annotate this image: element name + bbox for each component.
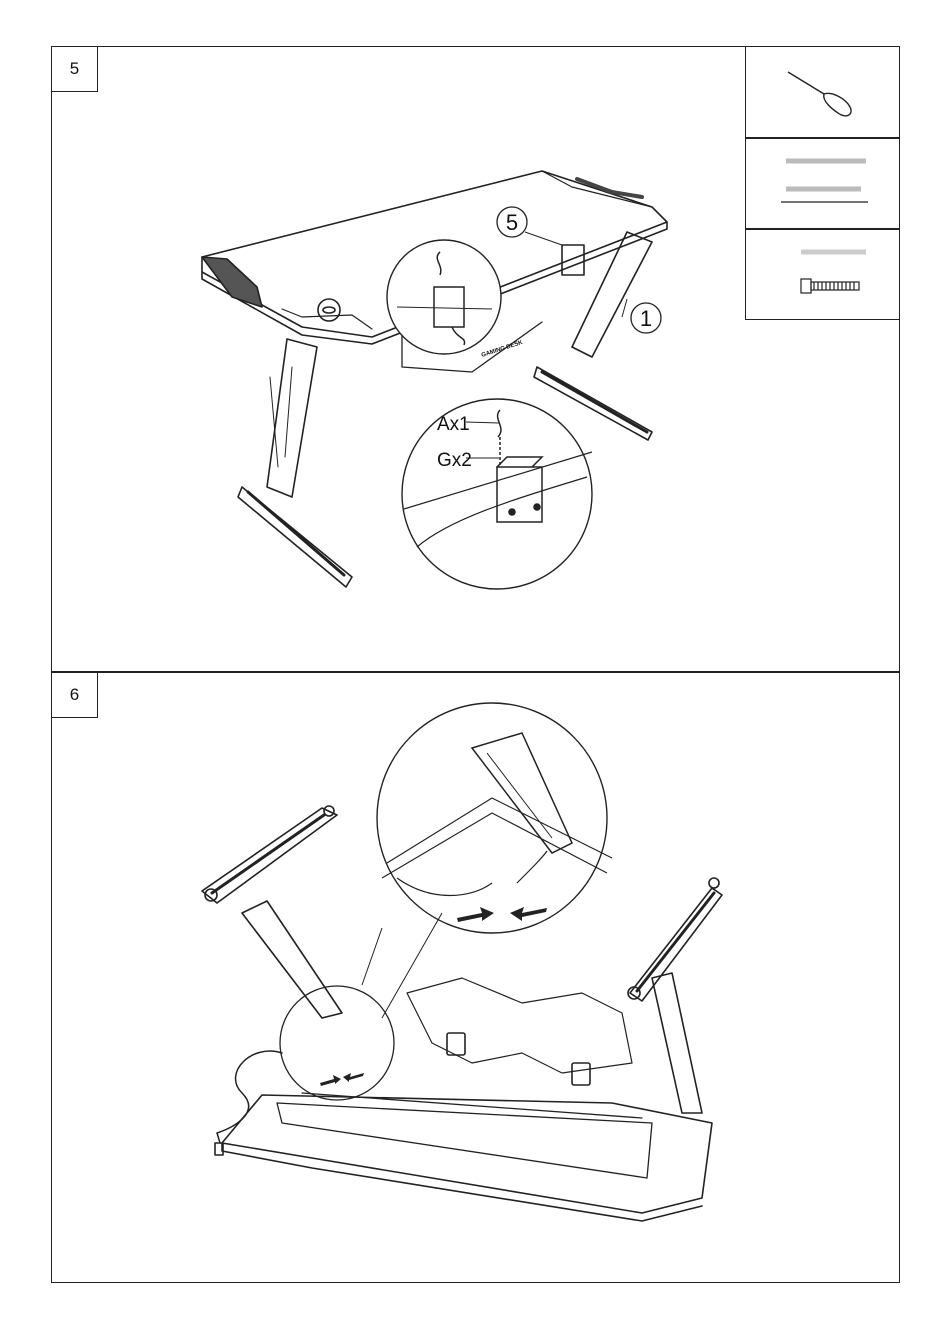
desk-print: GAMING DESK (480, 339, 524, 359)
bracket-right (562, 245, 584, 275)
cable-grommet (318, 299, 340, 321)
step-number-label: 5 (69, 59, 80, 78)
right-leg (652, 973, 702, 1113)
tool-box-scale (745, 138, 900, 229)
step-number-label: 6 (69, 685, 80, 704)
callout-label-1: 1 (639, 306, 653, 331)
left-leg (267, 339, 317, 497)
ruler-scale-icon (746, 139, 901, 230)
step-6-panel (51, 672, 900, 1283)
screwdriver-icon (746, 47, 901, 139)
tool-box-screwdriver (745, 46, 900, 138)
hardware-label-a: Ax1 (437, 414, 470, 435)
tool-box-bolt (745, 229, 900, 320)
connect-arrows (320, 907, 547, 1086)
bolt-icon (746, 230, 901, 321)
detail-circle-large (377, 703, 607, 933)
hardware-label-g: Gx2 (437, 450, 472, 471)
detail-circle-upper (387, 240, 501, 354)
detail-circle-small (280, 986, 394, 1100)
usb-cable (217, 1051, 282, 1143)
left-leg (242, 901, 342, 1018)
bracket-right (572, 1063, 590, 1085)
callout-label-5: 5 (505, 210, 519, 235)
step-6-illustration (52, 673, 901, 1284)
